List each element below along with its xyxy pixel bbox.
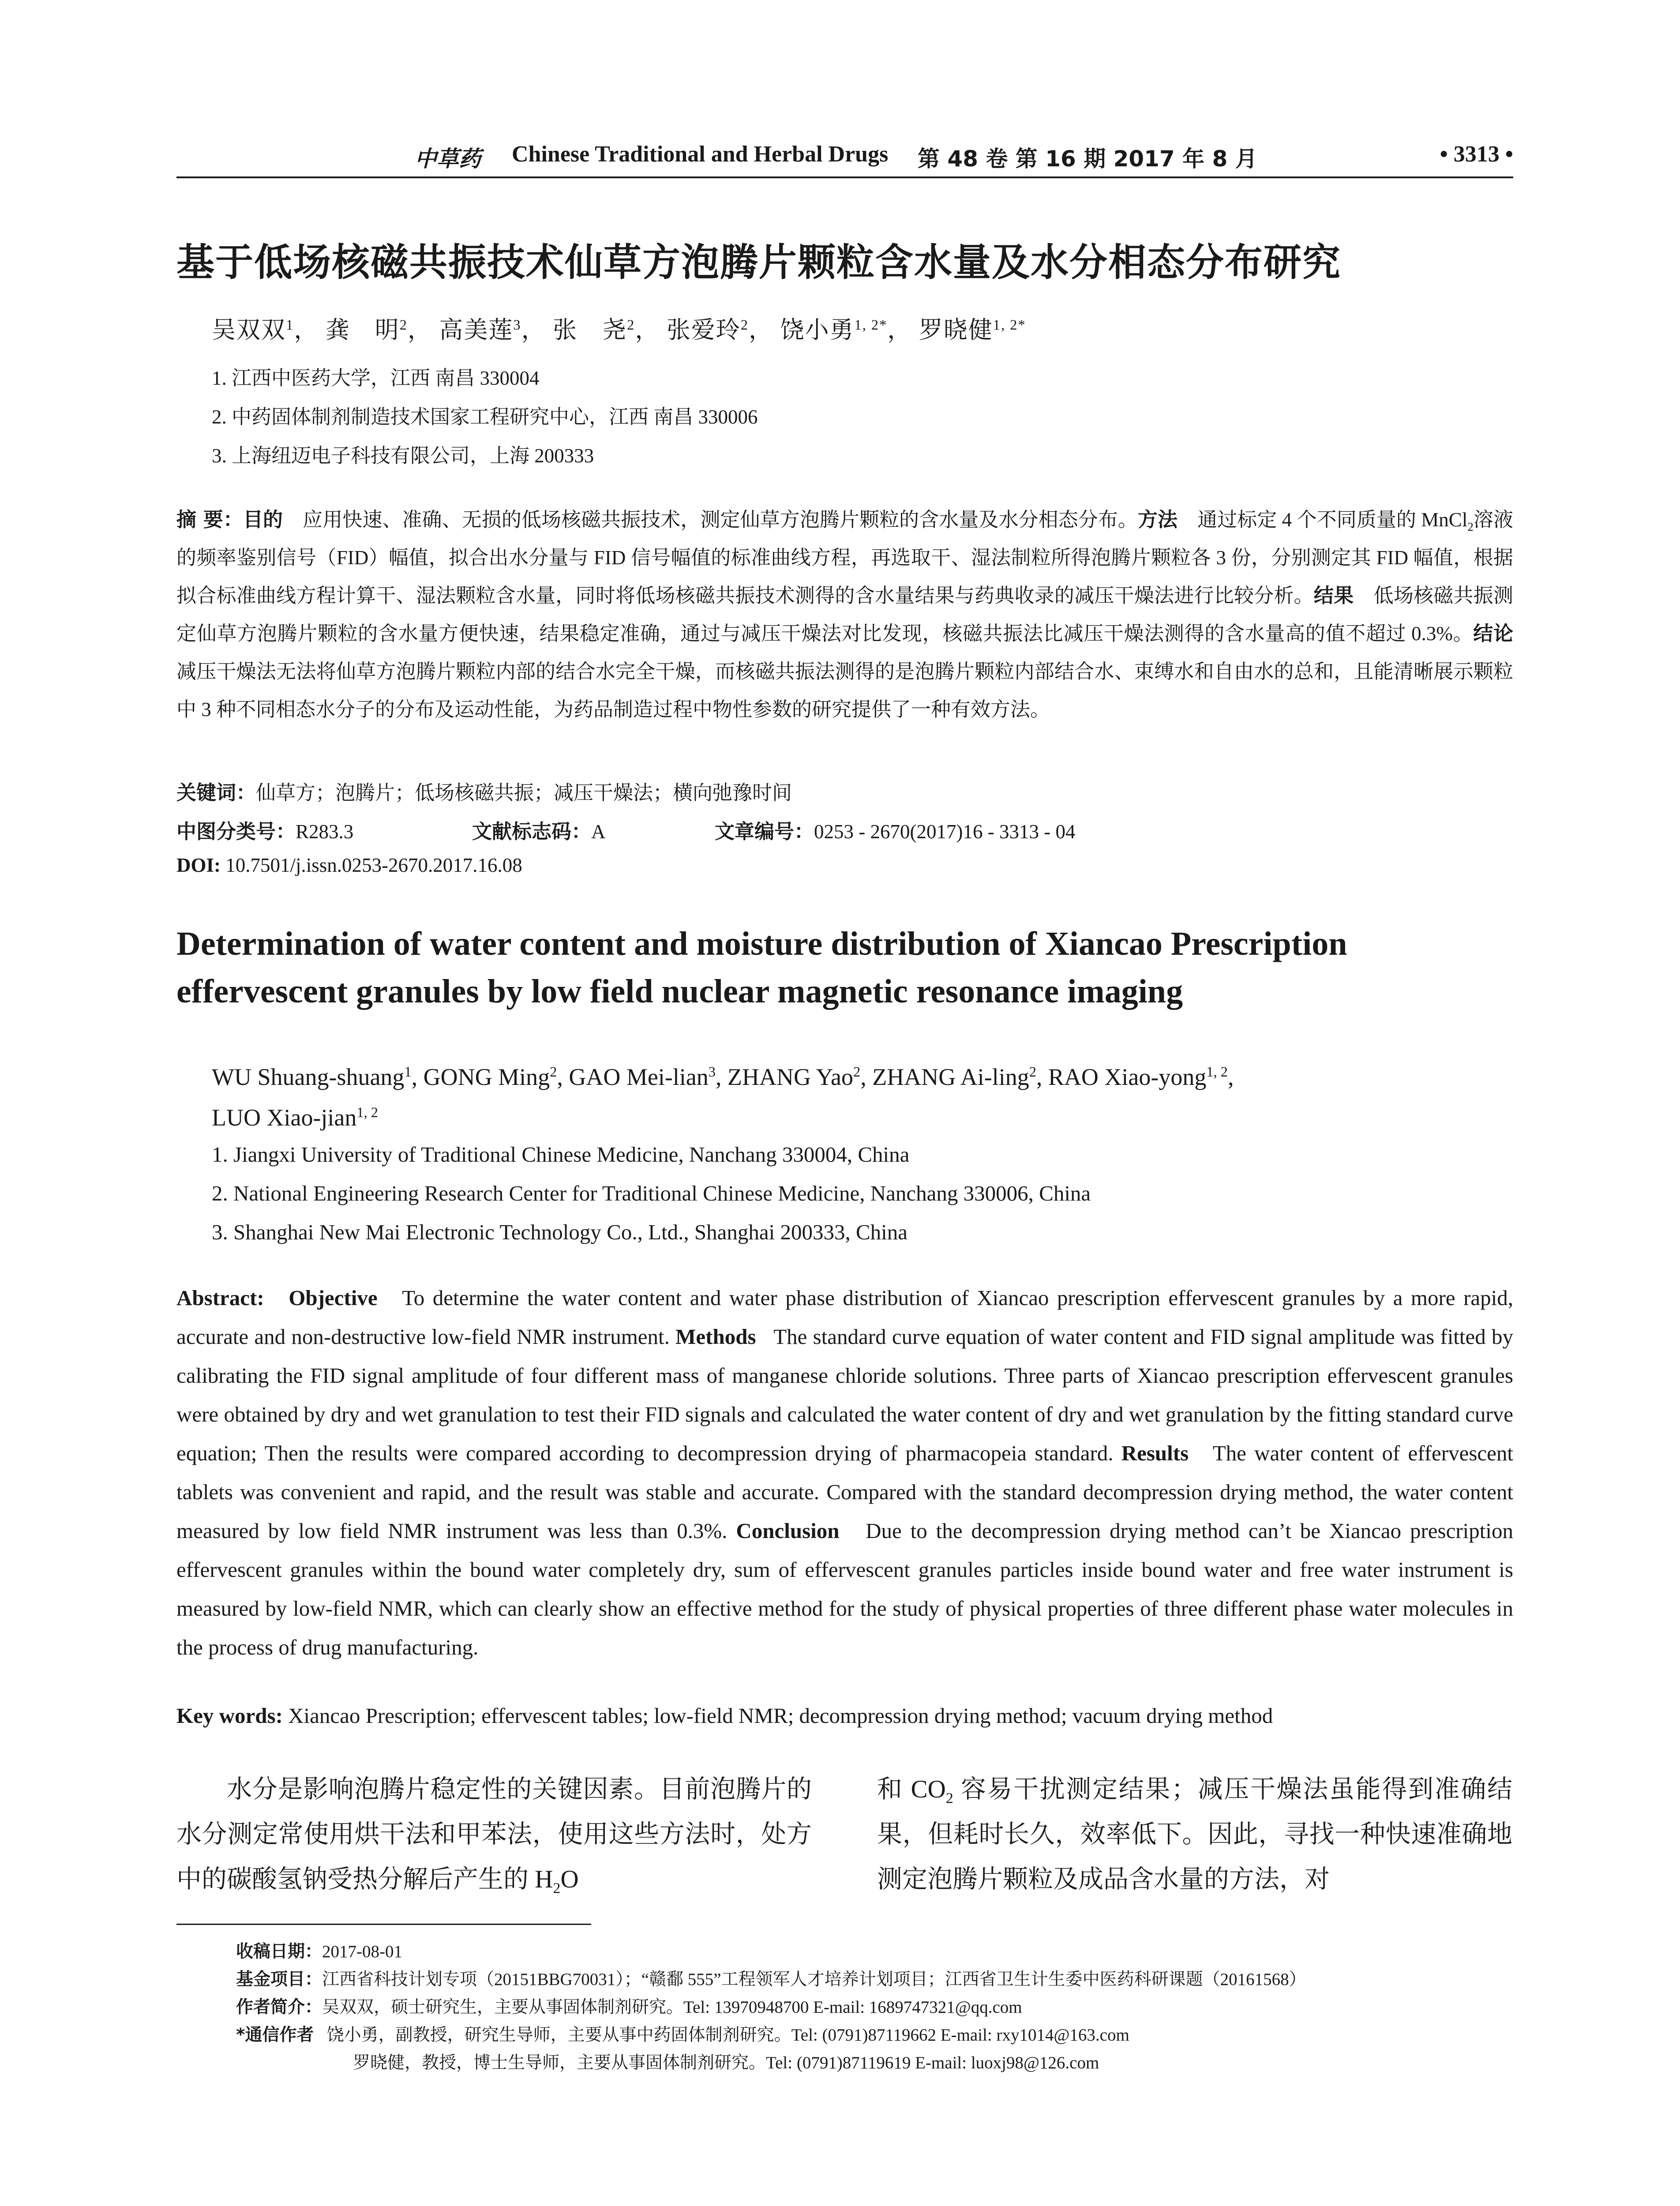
author-aff: 3 xyxy=(513,317,521,333)
author-aff: 1 xyxy=(404,1064,412,1080)
author-intro-label: 作者简介： xyxy=(236,1997,322,2017)
author-name: 龚 明 xyxy=(325,317,400,343)
abstract-label: 摘 要： xyxy=(176,508,243,531)
author-aff: 2 xyxy=(627,317,635,333)
results-label: Results xyxy=(1121,1441,1189,1465)
en-affiliation: 3. Shanghai New Mai Electronic Technology Co., Ltd., Shanghai 200333, China xyxy=(212,1220,908,1244)
author-name: 高美莲 xyxy=(439,317,514,343)
methods-text-cont: 溶液的频率鉴别信号（FID）幅值，拟合出水分量与 FID 信号幅值的标准曲线方程，再选取干、湿法制粒所得泡腾片颗粒各 3 份，分别测定其 FID 幅值，根据拟合标准曲线方程计算干、湿法颗粒含水量，同时将低场核磁共振技术测得的含水量结果与药典收录的减压干燥法进行比较分析。 xyxy=(176,509,1513,607)
author-aff: 3 xyxy=(708,1064,716,1080)
author-name: 张 尧 xyxy=(553,317,627,343)
cn-abstract xyxy=(176,501,1513,728)
methods-text: The standard curve equation of water content and FID signal amplitude was fitted by calibrating the FID signal amplitude of four different mass of manganese chloride solutions. Three parts of Xiancao prescription effervescent granules were obtained by dry and wet granulation to test their FID signals and calculated the water content of dry and wet granulation by the fitting standard curve equation; Then the results were compared according to decompression drying of pharmacopeia standard. xyxy=(176,1324,1514,1465)
en-title: Determination of water content and moisture distribution of Xiancao Prescription effervescent granules by low field nuclear magnetic resonance imaging xyxy=(176,925,1347,1010)
header-rule xyxy=(176,176,1513,178)
article-no-label: 文章编号： xyxy=(715,820,814,843)
author-aff: 2 xyxy=(740,317,749,333)
results-label: 结果 xyxy=(1313,584,1354,607)
issue-info: 第 48 卷 第 16 期 2017 年 8 月 xyxy=(918,146,1257,172)
corresponding-text: 饶小勇，副教授，研究生导师，主要从事中药固体制剂研究。Tel: (0791)87119662 E-mail: rxy1014@163.com xyxy=(326,2026,1129,2045)
fund-text: 江西省科技计划专项（20151BBG70031）；“赣鄱 555”工程领军人才培养计划项目；江西省卫生计生委中医药科研课题（20161568） xyxy=(322,1970,1306,1989)
author-name: 张爱玲 xyxy=(666,317,741,343)
subscript: 2 xyxy=(553,1880,561,1897)
cn-keywords xyxy=(176,777,792,805)
body-column-right xyxy=(877,1767,1512,1902)
author-aff: 2 xyxy=(853,1064,861,1080)
abstract-label: Abstract: xyxy=(176,1286,264,1310)
footnote-received xyxy=(236,1938,402,1962)
corresponding-label: *通信作者 xyxy=(236,2025,314,2045)
classification-line xyxy=(176,815,1513,844)
cn-authors: 吴双双$^1$， 龚 明$^2$， 高美莲$^3$， 张 尧$^2$， 张爱玲$^2$， 饶小勇$^{1, 2*}$， 罗晓健$^{1, 2*}$ xyxy=(212,317,1026,343)
footnote-corresponding xyxy=(236,2021,1129,2046)
cn-affiliation: 2. 中药固体制剂制造技术国家工程研究中心，江西 南昌 330006 xyxy=(212,406,758,428)
en-keywords xyxy=(176,1703,1513,1728)
results-text: 低场核磁共振测定仙草方泡腾片颗粒的含水量方便快速，结果稳定准确，通过与减压干燥法对比发现，核磁共振法比减压干燥法测得的含水量高的值不超过 0.3%。 xyxy=(176,585,1513,645)
objective-label: 目的 xyxy=(243,508,283,531)
received-label: 收稿日期： xyxy=(236,1942,322,1962)
results-text: The water content of effervescent tablets was convenient and rapid, and the result was stable and accurate. Compared with the standard decompression drying method, the water content measured by low field NMR instrument was less than 0.3%. xyxy=(176,1441,1514,1543)
author-aff: 1, 2* xyxy=(854,317,888,333)
keywords-label: 关键词： xyxy=(176,781,256,804)
footnote-fund xyxy=(236,1966,1306,1990)
en-authors: WU Shuang-shuang$^1$, GONG Ming$^2$, GAO Mei-lian$^3$, ZHANG Yao$^2$, ZHANG Ai-ling$^2$, RAO Xiao-yong$^{1, 2}$, LUO Xiao-jian$^{1, 2}$ xyxy=(212,1064,1234,1131)
running-header xyxy=(176,141,1513,181)
author-name: ZHANG Ai-ling xyxy=(872,1064,1029,1090)
author-aff: 1, 2 xyxy=(1206,1064,1228,1080)
body-text-cont: 容易干扰测定结果；减压干燥法虽能得到准确结果，但耗时长久，效率低下。因此，寻找一种快速准确地测定泡腾片颗粒及成品含水量的方法，对 xyxy=(877,1775,1513,1893)
author-name: LUO Xiao-jian xyxy=(212,1104,357,1131)
methods-text: 通过标定 4 个不同质量的 MnCl xyxy=(1197,509,1468,531)
conclusion-text: 减压干燥法无法将仙草方泡腾片颗粒内部的结合水完全干燥，而核磁共振法测得的是泡腾片颗粒内部结合水、束缚水和自由水的总和，且能清晰展示颗粒中 3 种不同相态水分子的分布及运动性能，为药品制造过程中物性参数的研究提供了一种有效方法。 xyxy=(176,660,1513,720)
keywords-text: Xiancao Prescription; effervescent tables; low-field NMR; decompression drying method; vacuum drying method xyxy=(288,1703,1273,1728)
page-number: • 3313 • xyxy=(1440,142,1513,167)
author-aff: 2 xyxy=(399,317,408,333)
author-name: GONG Ming xyxy=(423,1064,550,1090)
author-name: WU Shuang-shuang xyxy=(212,1064,405,1090)
author-aff: 2 xyxy=(550,1064,557,1080)
methods-label: Methods xyxy=(675,1324,756,1349)
objective-text: 应用快速、准确、无损的低场核磁共振技术，测定仙草方泡腾片颗粒的含水量及水分相态分布。 xyxy=(303,509,1138,531)
doc-code-value: A xyxy=(591,821,606,843)
author-name: 吴双双 xyxy=(212,317,286,343)
fund-label: 基金项目： xyxy=(236,1970,322,1989)
author-name: ZHANG Yao xyxy=(728,1064,854,1090)
footnote-author xyxy=(236,1993,1022,2018)
body-text: 和 CO xyxy=(877,1775,946,1803)
subscript: 2 xyxy=(1467,520,1474,533)
footnote-corresponding-2: 罗晓健，教授，博士生导师，主要从事固体制剂研究。Tel: (0791)87119619 E-mail: luoxj98@126.com xyxy=(353,2053,1099,2072)
author-name: GAO Mei-lian xyxy=(569,1064,709,1090)
clc-value: R283.3 xyxy=(296,821,354,843)
doi-line xyxy=(176,854,522,877)
conclusion-label: Conclusion xyxy=(736,1519,840,1543)
body-column-left xyxy=(176,1767,812,1902)
author-aff: 1, 2* xyxy=(993,317,1026,333)
journal-name-en: Chinese Traditional and Herbal Drugs xyxy=(512,142,889,167)
doi-value[interactable]: 10.7501/j.issn.0253-2670.2017.16.08 xyxy=(225,854,522,876)
conclusion-text: Due to the decompression drying method can’t be Xiancao prescription effervescent granules within the bound water completely dry, sum of effervescent granules particles inside bound water and free water instrument is measured by low-field NMR, which can clearly show an effective method for the study of physical properties of three different phase water molecules in the process of drug manufacturing. xyxy=(176,1519,1514,1659)
author-aff: 1 xyxy=(286,317,294,333)
received-date: 2017-08-01 xyxy=(322,1942,402,1961)
cn-affiliation: 3. 上海纽迈电子科技有限公司，上海 200333 xyxy=(212,445,594,467)
doi-label: DOI: xyxy=(176,854,221,876)
author-aff: 2 xyxy=(1029,1064,1036,1080)
author-name: 罗晓健 xyxy=(919,317,993,343)
author-name: 饶小勇 xyxy=(780,317,855,343)
en-abstract xyxy=(176,1279,1513,1667)
author-aff: 1, 2 xyxy=(356,1105,378,1121)
keywords-text: 仙草方；泡腾片；低场核磁共振；减压干燥法；横向弛豫时间 xyxy=(256,782,792,804)
en-affiliation: 1. Jiangxi University of Traditional Chinese Medicine, Nanchang 330004, China xyxy=(212,1142,910,1167)
keywords-label: Key words: xyxy=(176,1703,283,1728)
clc-label: 中图分类号： xyxy=(176,820,296,843)
en-affiliation: 2. National Engineering Research Center for Traditional Chinese Medicine, Nanchang 330006, China xyxy=(212,1181,1091,1205)
body-text: 水分是影响泡腾片稳定性的关键因素。目前泡腾片的水分测定常使用烘干法和甲苯法，使用这些方法时，处方中的碳酸氢钠受热分解后产生的 H xyxy=(176,1775,812,1893)
methods-label: 方法 xyxy=(1137,508,1178,531)
article-no-value: 0253 - 2670(2017)16 - 3313 - 04 xyxy=(814,821,1076,843)
author-name: RAO Xiao-yong xyxy=(1048,1064,1207,1090)
author-intro-text: 吴双双，硕士研究生，主要从事固体制剂研究。Tel: 13970948700 E-mail: 1689747321@qq.com xyxy=(322,1998,1022,2017)
cn-title: 基于低场核磁共振技术仙草方泡腾片颗粒含水量及水分相态分布研究 xyxy=(176,240,1341,285)
body-text-cont: O xyxy=(560,1865,579,1893)
doc-code-label: 文献标志码： xyxy=(472,820,592,843)
cn-affiliation: 1. 江西中医药大学，江西 南昌 330004 xyxy=(212,367,540,389)
objective-label: Objective xyxy=(289,1286,378,1310)
subscript: 2 xyxy=(945,1790,953,1807)
footnote-rule xyxy=(176,1924,591,1925)
objective-text: To determine the water content and water phase distribution of Xiancao prescription effervescent granules by a more rapid, accurate and non-destructive low-field NMR instrument. xyxy=(176,1286,1514,1349)
conclusion-label: 结论 xyxy=(1473,622,1513,645)
journal-name-cn: 中草药 xyxy=(415,146,481,171)
